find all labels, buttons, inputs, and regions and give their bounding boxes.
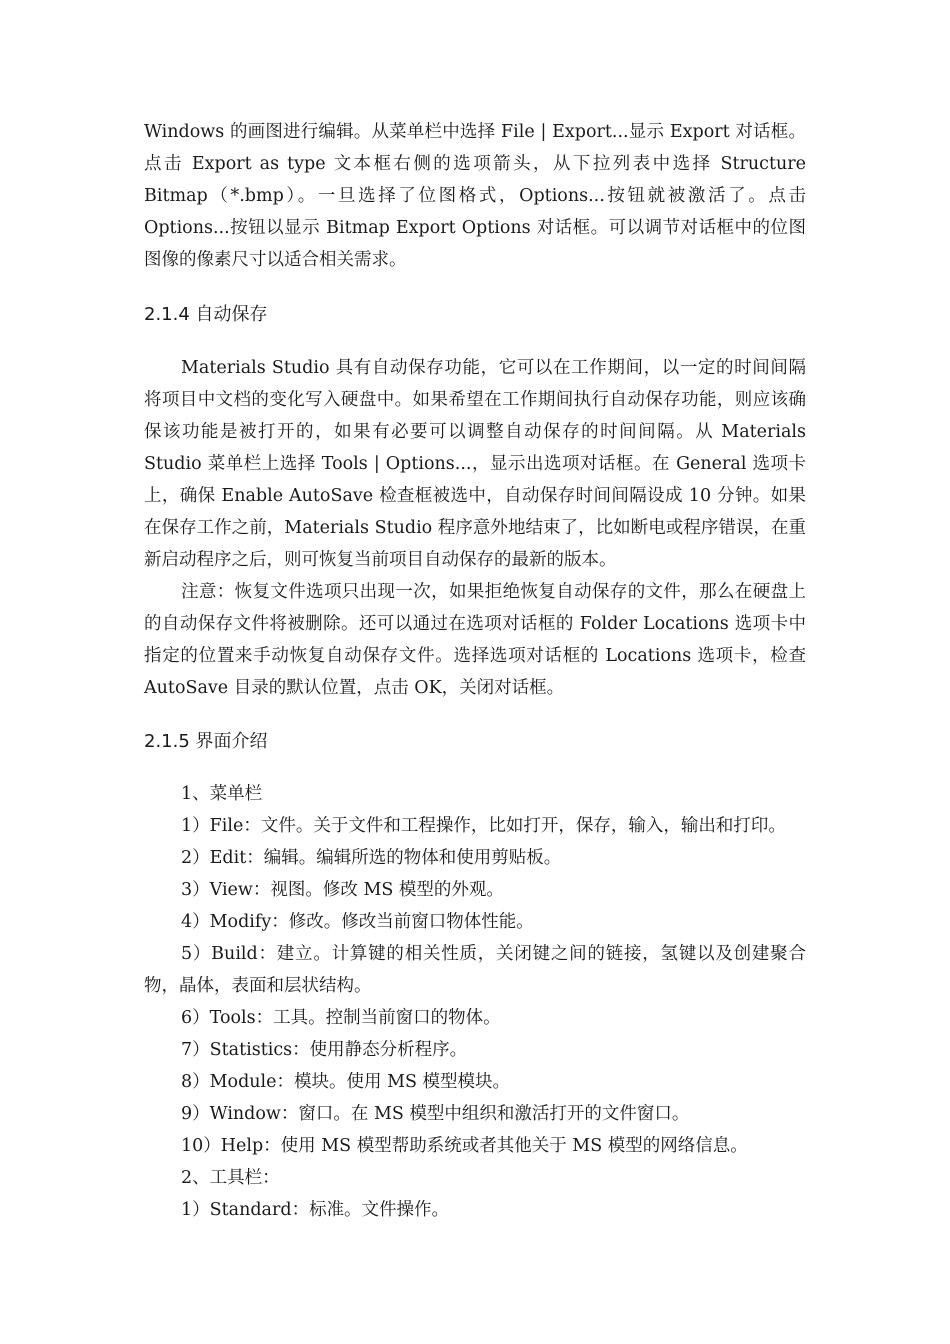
intro-paragraph: Windows 的画图进行编辑。从菜单栏中选择 File | Export...显示 Export 对话框。点击 Export as type 文本框右侧的选项箭头，从下拉列表中选择 Structure Bitmap（*.bmp）。一旦选择了位图格式，Options...按钮就被激活了。点击 Options...按钮以显示 Bitmap Export Options 对话框。可以调节对话框中的位图图像的像素尺寸以适合相关需求。 (144, 122, 806, 270)
list-item: 4）Modify：修改。修改当前窗口物体性能。 (181, 912, 534, 932)
list-item: 9）Window：窗口。在 MS 模型中组织和激活打开的文件窗口。 (181, 1104, 690, 1124)
autosave-paragraph-2: 注意：恢复文件选项只出现一次，如果拒绝恢复自动保存的文件，那么在硬盘上的自动保存文件将被删除。还可以通过在选项对话框的 Folder Locations 选项卡中指定的位置来手动恢复自动保存文件。选择选项对话框的 Locations 选项卡，检查 AutoSave 目录的默认位置，点击 OK，关闭对话框。 (144, 582, 806, 698)
list-item: 1）Standard：标准。文件操作。 (181, 1200, 450, 1220)
list-item: 2）Edit：编辑。编辑所选的物体和使用剪贴板。 (181, 848, 562, 868)
autosave-paragraph-1: Materials Studio 具有自动保存功能，它可以在工作期间，以一定的时间间隔将项目中文档的变化写入硬盘中。如果希望在工作期间执行自动保存功能，则应该确保该功能是被打开的，如果有必要可以调整自动保存的时间间隔。从 Materials Studio 菜单栏上选择 Tools | Options...，显示出选项对话框。在 General 选项卡上，确保 Enable AutoSave 检查框被选中，自动保存时间间隔设成 10 分钟。如果在保存工作之前，Materials Studio 程序意外地结束了，比如断电或程序错误，在重新启动程序之后，则可恢复当前项目自动保存的最新的版本。 (144, 358, 806, 570)
document-body (144, 116, 806, 1226)
section-heading-interface: 2.1.5 界面介绍 (144, 731, 268, 752)
list-item: 1）File：文件。关于文件和工程操作，比如打开，保存，输入，输出和打印。 (181, 816, 786, 836)
list-item: 3）View：视图。修改 MS 模型的外观。 (181, 880, 504, 900)
list-item: 2、工具栏： (181, 1168, 280, 1188)
interface-list (144, 778, 806, 1226)
list-item: 10）Help：使用 MS 模型帮助系统或者其他关于 MS 模型的网络信息。 (181, 1136, 748, 1156)
list-item: 7）Statistics：使用静态分析程序。 (181, 1040, 468, 1060)
list-item: 1、菜单栏 (181, 784, 263, 804)
section-heading-autosave: 2.1.4 自动保存 (144, 304, 268, 325)
list-item: 6）Tools：工具。控制当前窗口的物体。 (181, 1008, 501, 1028)
list-item: 5）Build：建立。计算键的相关性质，关闭键之间的链接，氢键以及创建聚合物，晶体，表面和层状结构。 (144, 944, 806, 996)
list-item: 8）Module：模块。使用 MS 模型模块。 (181, 1072, 511, 1092)
